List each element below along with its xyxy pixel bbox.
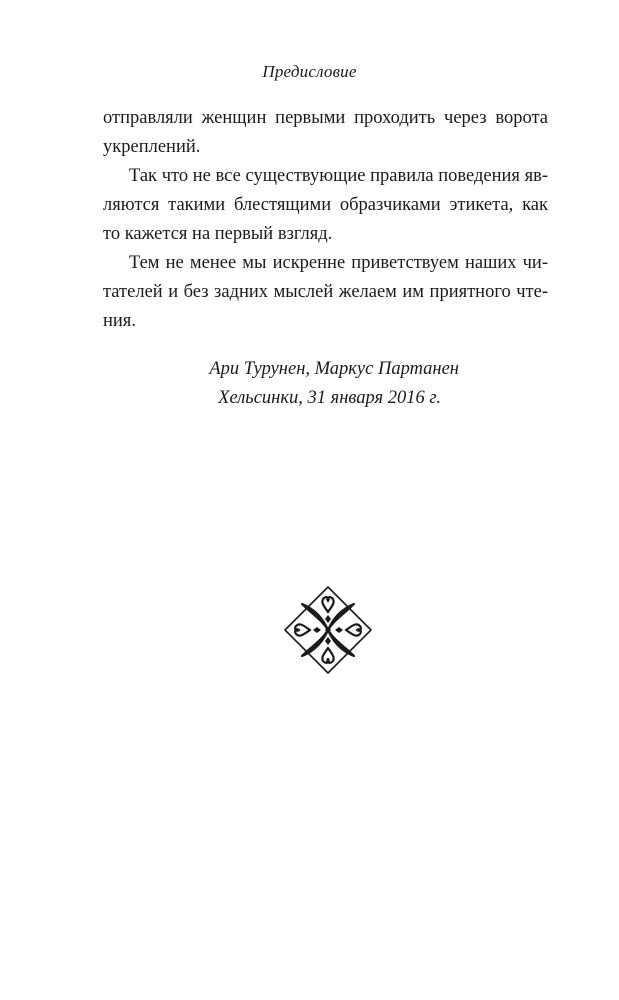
text-line: Тем не менее мы искренне приветствуем наших чи- <box>129 253 548 273</box>
floral-ornament-icon <box>280 582 376 678</box>
signature-block <box>0 355 619 413</box>
running-head: Предисловие <box>262 62 357 81</box>
text-line: Так что не все существующие правила поведения яв- <box>129 166 548 186</box>
text-line: отправляли женщин первыми проходить через ворота <box>103 108 548 128</box>
text-line: укреплений. <box>103 137 201 157</box>
paragraph-continuation <box>103 104 548 162</box>
paragraph <box>103 162 548 249</box>
signature-authors: Ари Турунен, Маркус Партанен <box>209 359 459 379</box>
body-text <box>103 104 548 336</box>
ornament-graphic <box>280 582 376 678</box>
text-line: ния. <box>103 311 136 331</box>
text-line: ляются такими блестящими образчиками этикета, как <box>103 195 548 215</box>
text-line: тателей и без задних мыслей желаем им приятного чте- <box>103 282 548 302</box>
paragraph <box>103 249 548 336</box>
signature-place-date: Хельсинки, 31 января 2016 г. <box>218 388 441 408</box>
text-line: то кажется на первый взгляд. <box>103 224 333 244</box>
